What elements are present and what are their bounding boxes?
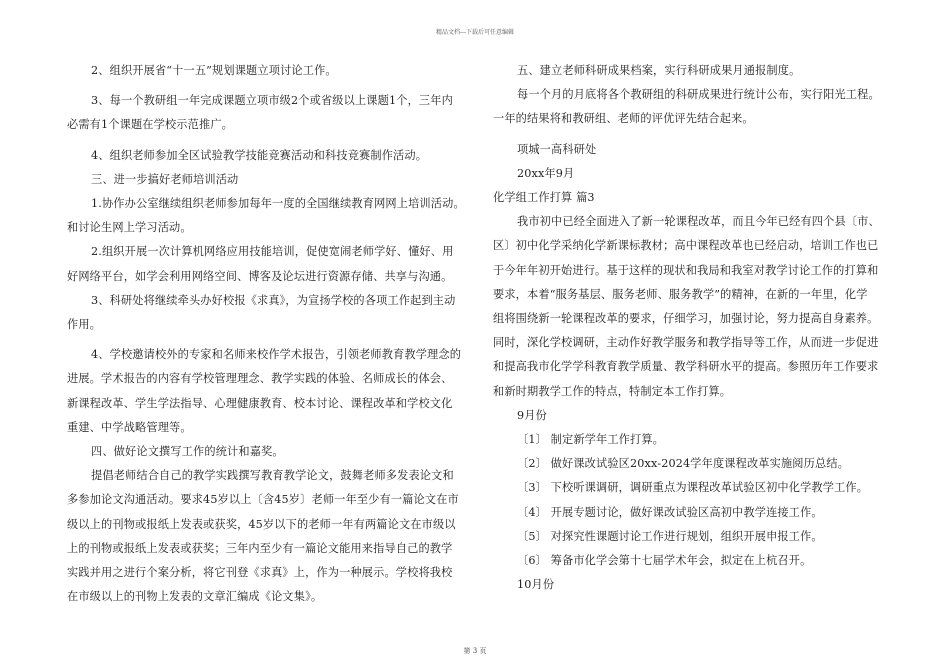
text-line: 3、每一个教研组一年完成课题立项市级2个或省级以上课题1个，三年内 (91, 94, 453, 108)
text-line: 10月份 (517, 578, 555, 592)
text-line: 上的刊物或报纸上发表或获奖；三年内至少有一篇论文能用来指导自己的教学 (67, 541, 453, 555)
text-line: 多参加论文沟通活动。要求45岁以上〔含45岁〕老师一年至少有一篇论文在市 (67, 493, 459, 507)
text-line: 实践并用之进行个案分析，将它刊登《求真》上，作为一种展示。学校将我校 (67, 566, 453, 580)
text-line: 新课程改革、学生学法指导、心理健康教育、校本讨论、课程改革和学校文化 (67, 396, 453, 410)
text-line: 和讨论生网上学习活动。 (67, 221, 192, 235)
text-line: 好网络平台，如学会利用网络空间、博客及论坛进行资源存储、共享与沟通。 (67, 269, 453, 283)
text-line: 9月份 (517, 408, 547, 422)
text-line: 和提高我市化学学科教育教学质量、教学科研水平的提高。参照历年工作要求 (493, 360, 879, 374)
text-line: 进展。学术报告的内容有学校管理理念、教学实践的体验、名师成长的体会、 (67, 372, 453, 386)
text-line: 必需有1个课题在学校示范推广。 (67, 118, 233, 132)
text-line: 4、组织老师参加全区试验教学技能竞赛活动和科技竞赛制作活动。 (91, 148, 428, 162)
text-line: 〔3〕 下校听课调研，调研重点为课程改革试验区初中化学教学工作。 (517, 481, 869, 495)
text-line: 20xx年9月 (517, 166, 575, 180)
text-line: 1.协作办公室继续组织老师参加每年一度的全国继续教育网网上培训活动。 (91, 197, 465, 211)
text-line: 区〕初中化学采纳化学新课标教材；高中课程改革也已经启动，培训工作也已 (493, 239, 879, 253)
text-line: 要求，本着“服务基层、服务老师、服务教学”的精神，在新的一年里，化学 (493, 287, 868, 301)
text-line: 提倡老师结合自己的教学实践撰写教育教学论文，鼓舞老师多发表论文和 (91, 469, 454, 483)
text-line: 〔4〕 开展专题讨论，做好课改试验区高初中教学连接工作。 (517, 505, 823, 519)
text-line: 化学组工作打算 篇3 (493, 191, 595, 205)
text-line: 级以上的刊物或报纸上发表或获奖，45岁以下的老师一年有两篇论文在市级以 (67, 517, 456, 531)
text-line: 于今年年初开始进行。基于这样的现状和我局和我室对教学讨论工作的打算和 (493, 263, 879, 277)
text-line: 2.组织开展一次计算机网络应用技能培训，促使宽闹老师学好、懂好、用 (91, 245, 454, 259)
text-line: 和新时期教学工作的特点，特制定本工作打算。 (493, 384, 732, 398)
text-line: 〔6〕 筹备市化学会第十七届学术年会，拟定在上杭召开。 (517, 554, 812, 568)
text-line: 〔1〕 制定新学年工作打算。 (517, 433, 665, 447)
text-line: 组将围绕新一轮课程改革的要求，仔细学习，加强讨论，努力提高自身素养。 (493, 312, 879, 326)
text-line: 每一个月的月底将各个教研组的科研成果进行统计公布，实行阳光工程。 (517, 88, 880, 102)
text-line: 重建、中学战略管理等。 (67, 420, 192, 434)
text-line: 在市级以上的刊物上发表的文章汇编成《论文集》。 (67, 590, 323, 604)
right-column (493, 59, 878, 597)
text-line: 作用。 (67, 318, 102, 332)
text-line: 我市初中已经全面进入了新一轮课程改革，而且今年已经有四个县〔市、 (517, 215, 880, 229)
text-line: 三、进一步搞好老师培训活动 (91, 172, 239, 186)
text-line: 同时，深化学校调研，主动作好教学服务和教学指导等工作，从而进一步促进 (493, 336, 879, 350)
text-line: 2、组织开展省“十一五”规划课题立项讨论工作。 (91, 64, 337, 77)
text-line: 项城一高科研处 (517, 142, 597, 156)
text-line: 一年的结果将和教研组、老师的评优评先结合起来。 (493, 112, 754, 126)
text-line: 〔5〕 对探究性课题讨论工作进行规划，组织开展申报工作。 (517, 529, 823, 543)
text-line: 四、做好论文撰写工作的统计和嘉奖。 (91, 445, 284, 459)
left-column (67, 59, 465, 609)
text-line: 3、科研处将继续牵头办好校报《求真》，为宣扬学校的各项工作起到主动 (91, 293, 456, 307)
text-line: 五、建立老师科研成果档案，实行科研成果月通报制度。 (517, 64, 801, 77)
page-footer: 第 3 页 (463, 647, 487, 655)
page-header: 精品文档---下载后可任意编辑 (435, 29, 515, 36)
text-line: 4、学校邀请校外的专家和名师来校作学术报告，引领老师教育教学理念的 (91, 348, 462, 362)
text-line: 〔2〕 做好课改试验区20xx-2024学年度课程改革实施阅历总结。 (517, 457, 849, 471)
